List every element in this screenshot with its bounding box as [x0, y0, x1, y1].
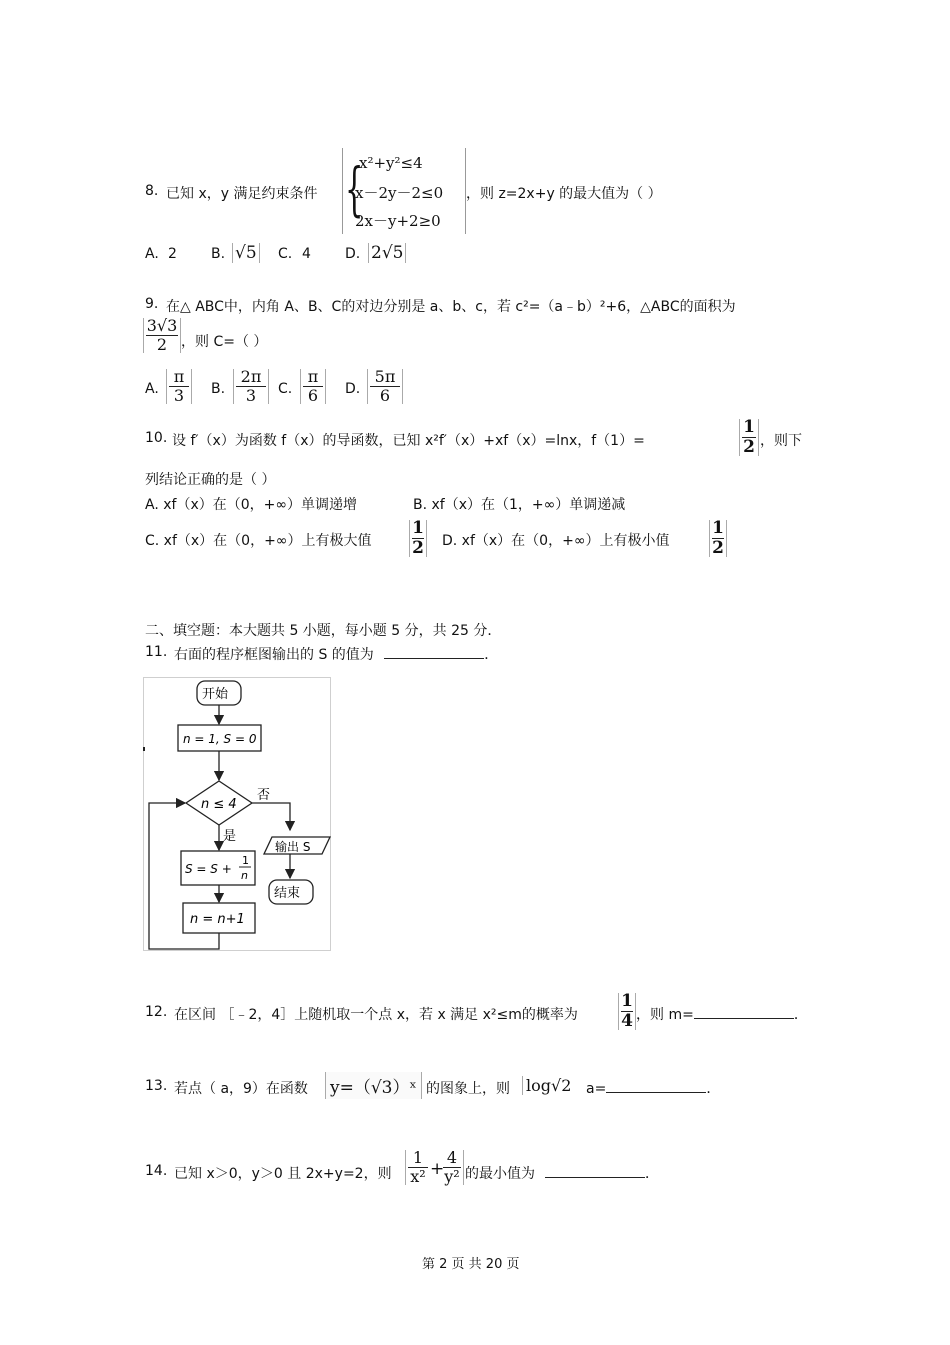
page-footer: 第 2 页 共 20 页: [422, 1257, 520, 1272]
q13-number: 13.: [145, 1078, 168, 1094]
q14-end: ．: [645, 1166, 659, 1182]
fraction-den: 2: [712, 538, 724, 558]
constraint-3: 2x－y+2≥0: [355, 212, 441, 230]
q8-option-d-label: D.: [345, 246, 361, 262]
q13-text-mid: 的图象上，则: [426, 1081, 510, 1097]
q8-option-b-value: √5: [232, 243, 260, 263]
fraction-den: y²: [444, 1167, 460, 1186]
q14-plus: +: [430, 1159, 445, 1179]
q14-answer-blank[interactable]: [545, 1177, 645, 1178]
option-num: π: [307, 367, 319, 386]
q10-option-c: C. xf（x）在（0，+∞）上有极大值: [145, 533, 372, 549]
q14-number: 14.: [145, 1163, 168, 1179]
q9-area-fraction: [143, 318, 181, 353]
fraction-den: 2: [743, 437, 755, 457]
q11-flowchart: [143, 677, 333, 953]
q12-end: ．: [793, 1007, 808, 1023]
q12-tail: [636, 1004, 808, 1024]
q12-number: 12.: [145, 1004, 168, 1020]
q12-answer-blank[interactable]: [694, 1018, 794, 1019]
option-num: π: [173, 367, 185, 386]
flow-output-label: 输出 S: [275, 840, 311, 854]
q10-line1-end: ，则下: [760, 433, 802, 449]
q8-option-a-value: 2: [168, 246, 177, 262]
q11-end: ．: [484, 647, 499, 663]
flow-update-n-label: n = n+1: [190, 912, 245, 927]
q10-option-c-fraction: [409, 520, 427, 557]
q13-text-post: a=: [586, 1081, 607, 1097]
q9-line1: 在△ ABC中，内角 A、B、C的对边分别是 a、b、c，若 c²=（a﹣b）²+6，△ABC的面积为: [166, 299, 736, 315]
fraction-den: x²: [410, 1167, 426, 1186]
q13-end: ．: [706, 1081, 721, 1097]
fraction-num: 1: [743, 417, 755, 437]
fraction-num: 1: [412, 518, 424, 538]
q12-prob-fraction: [618, 993, 636, 1030]
q11-number: 11.: [145, 644, 168, 660]
q8-option-d-value: 2√5: [368, 243, 406, 263]
q10-number: 10.: [145, 430, 168, 446]
option-den: 3: [245, 386, 257, 405]
q8-number: 8.: [145, 183, 159, 199]
q11-answer-blank[interactable]: [384, 658, 484, 659]
q12-text: 在区间 ［﹣2，4］上随机取一个点 x，若 x 满足 x²≤m的概率为: [174, 1007, 578, 1023]
q12-text-post: ，则 m=: [636, 1007, 694, 1023]
q9-option-b-fraction: [233, 369, 269, 404]
q10-line2: 列结论正确的是（ ）: [145, 472, 276, 488]
q9-option-a-label: A.: [145, 381, 159, 397]
q14-fraction-1: [405, 1150, 430, 1185]
q11-text-body: 右面的程序框图输出的 S 的值为: [174, 647, 374, 663]
fraction-num: 1: [412, 1148, 424, 1167]
fraction-den: 2: [412, 538, 424, 558]
q13-tail: [586, 1078, 720, 1098]
q9-option-c-fraction: [300, 369, 326, 404]
q10-option-a: A. xf（x）在（0，+∞）单调递增: [145, 497, 358, 513]
q8-option-c-value: 4: [302, 246, 311, 262]
q9-option-d-label: D.: [345, 381, 361, 397]
flow-condition-label: n ≤ 4: [201, 797, 237, 812]
q8-text-pre: 已知 x，y 满足约束条件: [166, 186, 318, 202]
option-den: 6: [379, 386, 391, 405]
constraint-2: x－2y－2≤0: [355, 184, 444, 202]
flow-start-label: 开始: [202, 687, 229, 702]
q13-answer-blank[interactable]: [606, 1092, 706, 1093]
constraint-brace: {: [345, 155, 364, 223]
q9-area-num: 3√3: [146, 316, 178, 335]
fraction-num: 4: [446, 1148, 458, 1167]
q8-text-post: ，则 z=2x+y 的最大值为（ ）: [466, 186, 662, 202]
fraction-num: 1: [621, 991, 633, 1011]
section-2-title: 二、填空题：本大题共 5 小题，每小题 5 分，共 25 分．: [145, 623, 502, 639]
q10-f1-fraction: [739, 419, 759, 456]
q8-option-a-label: A.: [145, 246, 159, 262]
fraction-num: 1: [712, 518, 724, 538]
q9-area-den: 2: [156, 335, 168, 354]
fraction-den: 4: [621, 1011, 633, 1031]
q14-tail: [465, 1163, 659, 1183]
flow-init-label: n = 1, S = 0: [183, 732, 257, 746]
q9-option-c-label: C.: [278, 381, 293, 397]
flow-yes-label: 是: [223, 829, 237, 844]
q9-number: 9.: [145, 296, 159, 312]
q9-option-d-fraction: [367, 369, 403, 404]
q8-option-c-label: C.: [278, 246, 293, 262]
q13-text: 若点（ a，9）在函数: [174, 1081, 308, 1097]
q13-log: log√2: [522, 1076, 574, 1095]
q9-option-b-label: B.: [211, 381, 226, 397]
q14-text: 已知 x＞0，y＞0 且 2x+y=2，则: [174, 1166, 392, 1182]
q9-option-a-fraction: [166, 369, 192, 404]
option-den: 6: [307, 386, 319, 405]
q10-option-d: D. xf（x）在（0，+∞）上有极小值: [442, 533, 670, 549]
q11-text: [174, 644, 498, 664]
option-num: 5π: [374, 367, 396, 386]
flow-update-s-label: S = S +: [185, 862, 232, 876]
q13-function: y=（√3）ˣ: [325, 1072, 422, 1099]
constraint-1: x²+y²≤4: [359, 154, 423, 172]
flow-end-label: 结束: [274, 886, 301, 901]
q10-line1: 设 f′（x）为函数 f（x）的导函数，已知 x²f′（x）+xf（x）=lnx，f（1）=: [172, 433, 645, 449]
option-num: 2π: [240, 367, 262, 386]
q9-line2: ，则 C=（ ）: [181, 334, 268, 350]
q10-option-b: B. xf（x）在（1，+∞）单调递减: [413, 497, 626, 513]
q14-fraction-2: [441, 1150, 464, 1185]
q8-constraint-system: [342, 148, 466, 234]
flow-no-label: 否: [257, 788, 271, 803]
option-den: 3: [173, 386, 185, 405]
flow-update-s-den: n: [241, 869, 248, 882]
q10-option-d-fraction: [709, 520, 727, 557]
flow-update-s-num: 1: [242, 854, 249, 867]
q8-option-b-label: B.: [211, 246, 226, 262]
q14-text-post: 的最小值为: [465, 1166, 535, 1182]
